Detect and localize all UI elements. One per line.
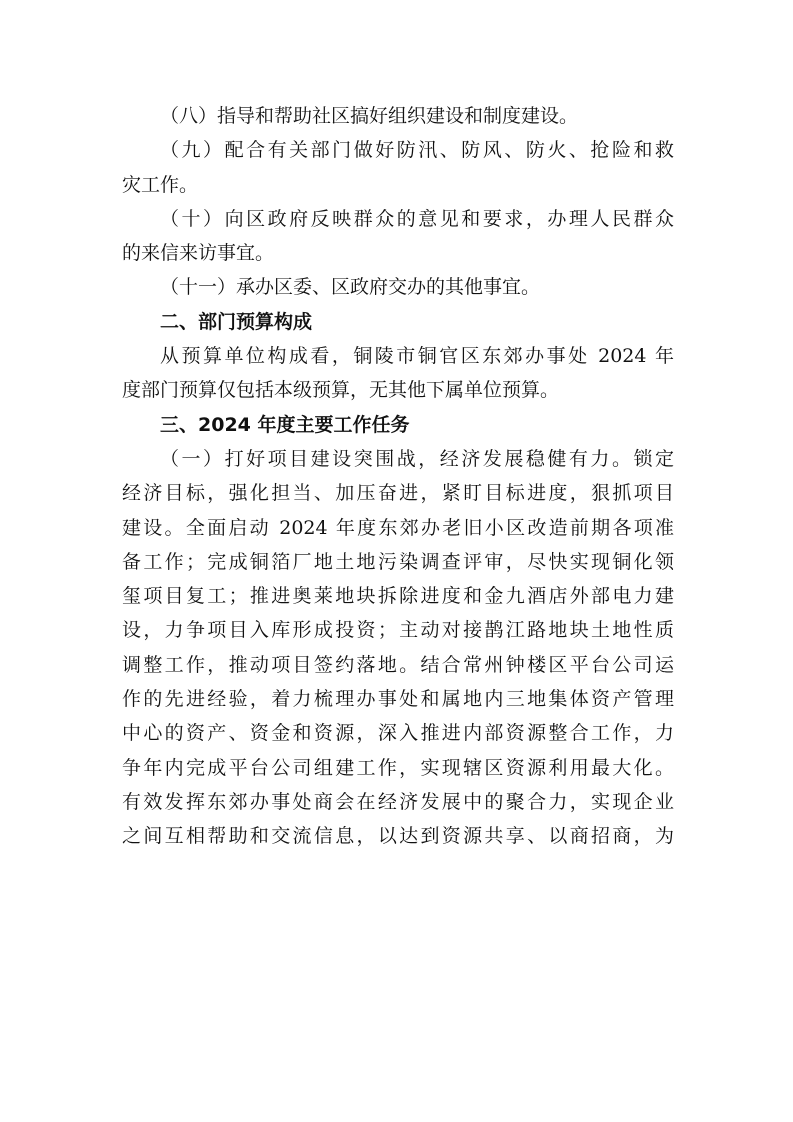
paragraph-line: 灾工作。 [122, 173, 199, 196]
section-heading: 二、部门预算构成 [160, 310, 313, 333]
paragraph-line: 建设。全面启动 2024 年度东郊办老旧小区改造前期各项准 [122, 516, 674, 539]
paragraph-line: （十一）承办区委、区政府交办的其他事宜。 [160, 276, 541, 299]
paragraph-line: 的来信来访事宜。 [122, 242, 275, 265]
paragraph-line: 经济目标，强化担当、加压奋进，紧盯目标进度，狠抓项目 [122, 482, 674, 505]
paragraph-line: 度部门预算仅包括本级预算，无其他下属单位预算。 [122, 379, 560, 402]
document-body [122, 99, 674, 854]
paragraph-line: （十）向区政府反映群众的意见和要求，办理人民群众 [160, 207, 674, 230]
paragraph-line: 作的先进经验，着力梳理办事处和属地内三地集体资产管理 [122, 688, 674, 711]
paragraph-line: 调整工作，推动项目签约落地。结合常州钟楼区平台公司运 [122, 653, 674, 676]
paragraph-line: 玺项目复工；推进奥莱地块拆除进度和金九酒店外部电力建 [122, 585, 674, 608]
paragraph-line: 中心的资产、资金和资源，深入推进内部资源整合工作，力 [122, 722, 674, 745]
paragraph-line: 争年内完成平台公司组建工作，实现辖区资源利用最大化。 [122, 756, 674, 779]
paragraph-line: （九）配合有关部门做好防汛、防风、防火、抢险和救 [160, 139, 674, 162]
paragraph-line: 备工作；完成铜箔厂地土地污染调查评审，尽快实现铜化领 [122, 550, 674, 573]
paragraph-line: 从预算单位构成看，铜陵市铜官区东郊办事处 2024 年 [160, 345, 674, 368]
paragraph-line: 有效发挥东郊办事处商会在经济发展中的聚合力，实现企业 [122, 790, 674, 813]
paragraph-line: 之间互相帮助和交流信息，以达到资源共享、以商招商，为 [122, 825, 674, 848]
paragraph-line: （八）指导和帮助社区搞好组织建设和制度建设。 [160, 105, 579, 127]
paragraph-line: （一）打好项目建设突围战，经济发展稳健有力。锁定 [160, 447, 674, 470]
paragraph-line: 设，力争项目入库形成投资；主动对接鹊江路地块土地性质 [122, 619, 674, 642]
section-heading: 三、2024 年度主要工作任务 [160, 413, 410, 436]
